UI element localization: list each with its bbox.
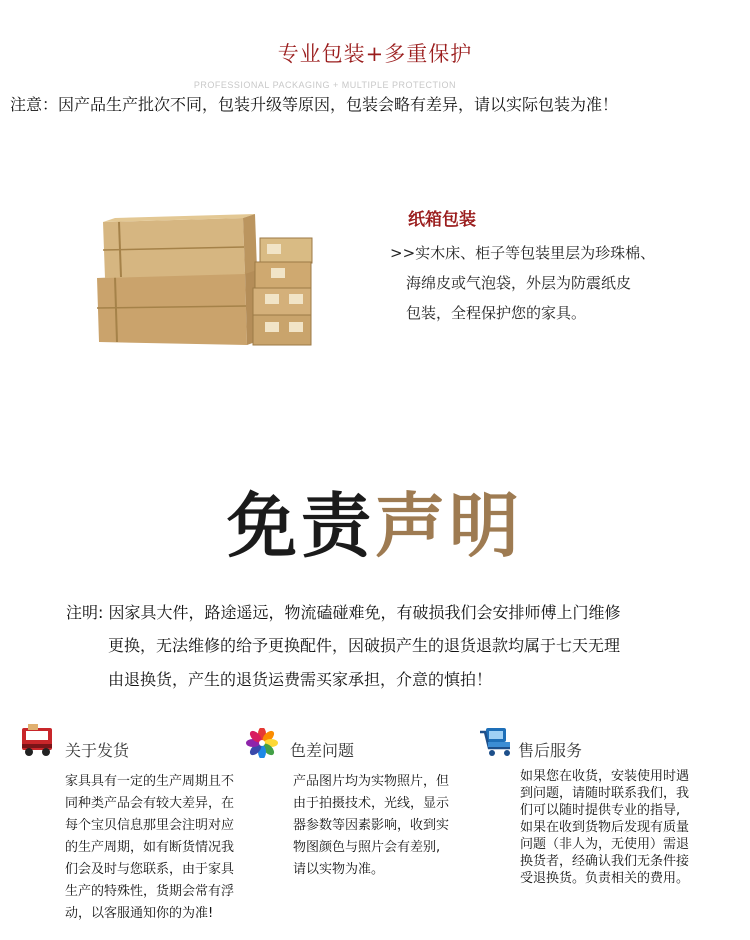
carton-line-1: >>实木床、柜子等包装里层为珍珠棉、 [390, 244, 656, 262]
service-cart-icon [478, 726, 516, 758]
after-sales-line: 如果您在收货，安装使用时遇 [520, 769, 690, 784]
delivery-truck-icon [20, 724, 56, 758]
carton-line-3: 包装，全程保护您的家具。 [406, 304, 587, 322]
shipping-line: 的生产周期，如有断货情况我 [65, 840, 235, 855]
color-line: 物图颜色与照片会有差别, [293, 840, 441, 855]
disclaimer-title-part1: 免责 [227, 484, 375, 567]
carton-title: 纸箱包装 [408, 210, 476, 230]
color-line: 请以实物为准。 [293, 862, 385, 877]
disclaimer-line-1: 注明: 因家具大件，路途遥远，物流磕碰难免，有破损我们会安排师傅上门维修 [66, 603, 621, 622]
color-title: 色差问题 [290, 741, 355, 760]
shipping-line: 生产的特殊性，货期会常有浮 [65, 884, 235, 899]
disclaimer-line-2: 更换，无法维修的给予更换配件，因破损产生的退货退款均属于七天无理 [108, 636, 621, 655]
after-sales-line: 到问题，请随时联系我们，我 [520, 786, 690, 801]
packaging-title: 专业包装+多重保护 [277, 42, 473, 66]
after-sales-title: 售后服务 [518, 741, 583, 760]
shipping-line: 动，以客服通知你的为准! [65, 906, 214, 921]
color-line: 由于拍摄技术，光线，显示 [293, 796, 450, 811]
shipping-text [65, 771, 234, 925]
after-sales-line: 换货者，经确认我们无条件接 [520, 854, 690, 869]
after-sales-text [520, 768, 689, 887]
shipping-line: 们会及时与您联系，由于家具 [65, 862, 235, 877]
packaging-notice: 注意：因产品生产批次不同，包装升级等原因，包装会略有差异，请以实际包装为准！ [10, 95, 619, 114]
disclaimer-line-3: 由退换货，产生的退货运费需买家承担，介意的慎拍！ [108, 670, 493, 689]
after-sales-line: 问题（非人为，无使用）需退 [520, 837, 690, 852]
carton-line-2: 海绵皮或气泡袋，外层为防震纸皮 [406, 274, 632, 292]
cardboard-boxes-image [95, 210, 325, 350]
color-line: 产品图片均为实物照片，但 [293, 774, 450, 789]
disclaimer-title [0, 470, 750, 571]
color-text [293, 771, 449, 881]
after-sales-line: 受退换货。负责相关的费用。 [520, 871, 690, 886]
color-line: 器参数等因素影响，收到实 [293, 818, 450, 833]
after-sales-line: 们可以随时提供专业的指导, [520, 803, 681, 818]
disclaimer-title-part2: 声明 [375, 484, 523, 567]
after-sales-line: 如果在收到货物后发现有质量 [520, 820, 690, 835]
packaging-subtitle: PROFESSIONAL PACKAGING + MULTIPLE PROTECTION [193, 80, 457, 90]
shipping-line: 家具具有一定的生产周期且不 [65, 774, 235, 789]
shipping-title: 关于发货 [65, 741, 130, 760]
color-wheel-icon [244, 728, 280, 758]
shipping-line: 每个宝贝信息那里会注明对应 [65, 818, 235, 833]
shipping-line: 同种类产品会有较大差异，在 [65, 796, 235, 811]
